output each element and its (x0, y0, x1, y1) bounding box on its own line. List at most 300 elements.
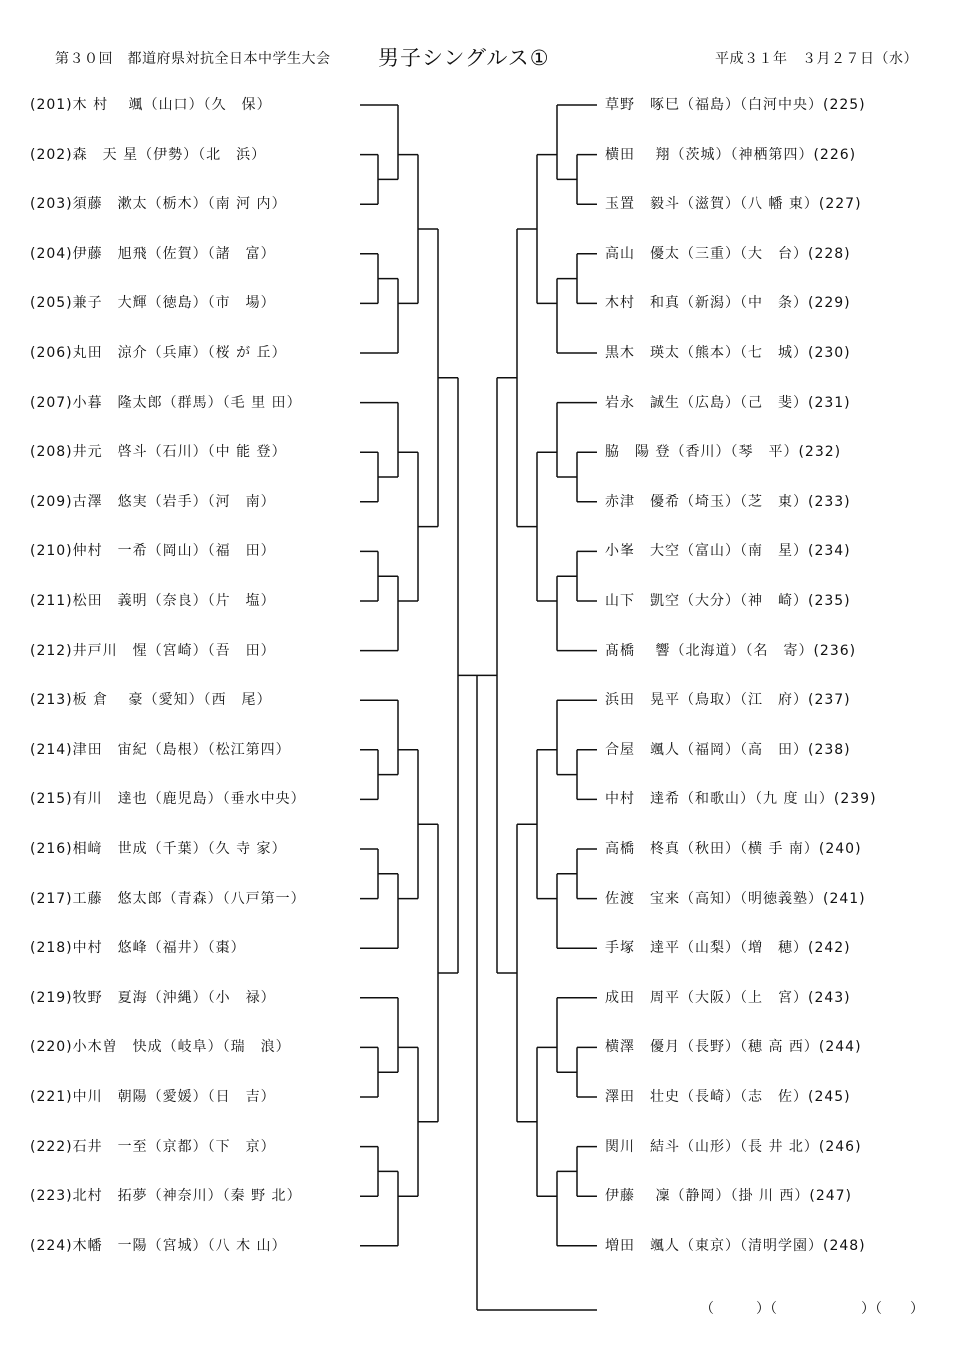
entry-name: 板 倉 豪 (72, 692, 144, 709)
bracket-separator: （ (138, 146, 154, 163)
entry-team: 八 幡 東 (748, 196, 804, 213)
entry-name: 須藤 漱太 (72, 196, 148, 213)
bracket-separator: ）（ (725, 890, 748, 907)
bracket-separator: ）（ (192, 345, 216, 361)
bracket-separator: ） (271, 196, 287, 213)
page-title: 男子シングルス① (378, 46, 550, 70)
bracket-separator: （ (680, 841, 695, 857)
entry-name: 木 村 颯 (72, 97, 144, 113)
entry-no: (232) (798, 444, 842, 461)
bracket-separator: ） (793, 493, 808, 510)
entry-no: (204) (30, 245, 73, 262)
entry-no: (229) (808, 295, 851, 312)
entry-team: 八戸第一 (230, 890, 291, 907)
entry-name: 中村 達希 (605, 791, 680, 808)
bracket-separator: （ (680, 245, 695, 262)
entry-no: (213) (30, 692, 73, 709)
entry-no: (221) (30, 1089, 73, 1105)
entry-team: 上 宮 (748, 989, 793, 1006)
entry-name: 相﨑 世成 (72, 841, 148, 857)
bracket-separator: ）（ (192, 543, 216, 560)
entry-pref: 北海道 (685, 642, 731, 659)
event-date: 平成３１年 ３月２７日（水） (715, 51, 918, 67)
bracket-separator: ） (286, 394, 302, 411)
bracket-separator: ） (256, 97, 272, 113)
bracket-separator: ）（ (192, 295, 216, 312)
bracket-separator: ）（ (725, 493, 748, 510)
entry-no: (247) (809, 1188, 853, 1205)
entry-name: 関川 結斗 (605, 1138, 680, 1155)
bracket-separator: ）（ (730, 642, 754, 659)
entry-name: 津田 宙紀 (72, 741, 148, 758)
bracket-separator: ）（ (192, 989, 216, 1006)
bracket-separator: ）（ (725, 97, 748, 113)
entry-no: (242) (808, 940, 851, 957)
entry-no: (228) (808, 245, 851, 262)
bracket-separator: ） (260, 245, 276, 262)
left-entry-row (30, 937, 360, 959)
entry-team: 江 府 (748, 692, 793, 709)
bracket-separator: （ (670, 444, 686, 461)
entry-pref: 山形 (695, 1138, 725, 1155)
entry-pref: 鳥取 (695, 692, 725, 709)
entry-team: 七 城 (748, 345, 793, 361)
entry-no: (230) (808, 345, 851, 361)
bracket-separator: ） (260, 642, 276, 659)
entry-name: 横澤 優月 (605, 1039, 680, 1056)
bracket-separator: ）（ (725, 245, 748, 262)
entry-pref: 山口 (158, 97, 189, 113)
bracket-separator: ）（ (725, 593, 748, 609)
bracket-separator: ）（ (192, 593, 216, 609)
entry-pref: 静岡 (685, 1188, 716, 1205)
entry-team: 横 手 南 (748, 841, 804, 857)
left-entry-row (30, 739, 360, 761)
entry-pref: 長崎 (695, 1089, 725, 1105)
bracket-separator: （ (670, 642, 686, 659)
entry-pref: 長野 (695, 1039, 725, 1056)
bracket-separator: （ (680, 1089, 695, 1105)
bracket-separator: ） (793, 593, 808, 609)
entry-team: 河 南 (215, 493, 261, 510)
right-entry-row (605, 1235, 930, 1257)
entry-team: 増 穂 (748, 940, 793, 957)
left-entry-row (30, 193, 360, 215)
bracket-separator: ）（ (183, 146, 207, 163)
entry-team: 福 田 (215, 543, 261, 560)
bracket-separator: （ (147, 1089, 163, 1105)
entry-name: 牧野 夏海 (72, 989, 148, 1006)
entry-pref: 福井 (162, 940, 193, 957)
entry-no: (216) (30, 841, 73, 857)
bracket-separator: （ (147, 593, 163, 609)
bracket-separator: ） (793, 295, 808, 312)
bracket-separator: （ (147, 345, 163, 361)
entry-name: 横田 翔 (605, 146, 671, 163)
final-placeholder: （ ）（ ）（ ） (700, 1301, 924, 1317)
bracket-separator: ） (793, 989, 808, 1006)
bracket-separator: （ (162, 1039, 178, 1056)
entry-no: (248) (823, 1237, 866, 1254)
entry-team: 長 井 北 (748, 1138, 804, 1155)
bracket-separator: （ (680, 97, 695, 113)
right-entry-row (605, 193, 930, 215)
entry-no: (225) (823, 97, 866, 113)
entry-pref: 岡山 (162, 543, 193, 560)
bracket-separator: ） (290, 791, 306, 808)
bracket-separator: ） (793, 940, 808, 957)
right-entry-row (605, 788, 930, 810)
bracket-separator: ） (798, 642, 814, 659)
entry-pref: 広島 (695, 394, 725, 411)
bracket-separator: ） (271, 1237, 287, 1254)
bracket-separator: （ (162, 890, 178, 907)
bracket-separator: ）（ (715, 1188, 739, 1205)
bracket-separator: ）（ (725, 1039, 748, 1056)
entry-no: (244) (818, 1039, 862, 1056)
bracket-separator: ）（ (192, 196, 216, 213)
bracket-separator: ）（ (192, 444, 216, 461)
bracket-separator: ）（ (192, 741, 216, 758)
entry-pref: 佐賀 (162, 245, 193, 262)
bracket-separator: ） (275, 741, 291, 758)
entry-team: 穂 高 西 (748, 1039, 804, 1056)
bracket-separator: （ (680, 543, 695, 560)
left-entry-row (30, 540, 360, 562)
left-entry-row (30, 94, 360, 116)
bracket-separator: ） (794, 1188, 810, 1205)
bracket-separator: ） (230, 940, 246, 957)
entry-name: 髙橋 響 (605, 642, 671, 659)
bracket-separator: （ (680, 394, 695, 411)
bracket-separator: （ (680, 940, 695, 957)
entry-name: 中川 朝陽 (72, 1089, 148, 1105)
right-entry-row (605, 1086, 930, 1108)
bracket-separator: （ (680, 593, 695, 609)
entry-no: (214) (30, 741, 73, 758)
entry-no: (202) (30, 146, 73, 163)
entry-no: (211) (30, 593, 73, 609)
left-entry-row (30, 1136, 360, 1158)
bracket-separator: （ (147, 1237, 163, 1254)
entry-no: (207) (30, 394, 73, 411)
left-entry-row (30, 491, 360, 513)
entry-pref: 山梨 (695, 940, 725, 957)
bracket-separator: （ (147, 295, 163, 312)
bracket-separator: （ (147, 444, 163, 461)
entry-team: 神栖第四 (738, 146, 799, 163)
bracket-separator: （ (680, 692, 695, 709)
entry-pref: 群馬 (177, 394, 208, 411)
bracket-separator: ）（ (725, 196, 748, 213)
left-entry-row (30, 1185, 360, 1207)
left-entry-row (30, 689, 360, 711)
bracket-separator: （ (147, 642, 163, 659)
right-entry-row (605, 937, 930, 959)
entry-team: 市 場 (215, 295, 261, 312)
entry-name: 丸田 涼介 (72, 345, 148, 361)
entry-no: (236) (813, 642, 857, 659)
entry-team: 琴 平 (738, 444, 784, 461)
bracket-separator: （ (147, 841, 163, 857)
bracket-separator: （ (680, 493, 695, 510)
bracket-separator: ）（ (740, 791, 763, 808)
entry-name: 小木曽 快成 (72, 1039, 163, 1056)
entry-pref: 富山 (695, 543, 725, 560)
right-entry-row (605, 292, 930, 314)
entry-no: (208) (30, 444, 73, 461)
entry-name: 成田 周平 (605, 989, 680, 1006)
entry-team: 小 禄 (215, 989, 261, 1006)
entry-no: (210) (30, 543, 73, 560)
entry-pref: 東京 (695, 1237, 725, 1254)
right-entry-row (605, 342, 930, 364)
right-entry-row (605, 144, 930, 166)
entry-name: 玉置 毅斗 (605, 196, 680, 213)
entry-team: 中 条 (748, 295, 793, 312)
entry-name: 北村 拓夢 (72, 1188, 148, 1205)
entry-no: (209) (30, 493, 73, 510)
bracket-separator: ） (290, 890, 306, 907)
entry-pref: 茨城 (685, 146, 716, 163)
left-entry-row (30, 1235, 360, 1257)
bracket-separator: ）（ (192, 1237, 216, 1254)
entry-no: (219) (30, 989, 73, 1006)
bracket-separator: （ (143, 692, 159, 709)
entry-team: 日 吉 (215, 1089, 261, 1105)
bracket-separator: ） (783, 444, 799, 461)
entry-name: 伊藤 凜 (605, 1188, 671, 1205)
bracket-separator: ）（ (725, 692, 748, 709)
bracket-separator: （ (680, 1138, 695, 1155)
entry-name: 黒木 瑛太 (605, 345, 680, 361)
entry-no: (217) (30, 890, 73, 907)
left-entry-row (30, 1086, 360, 1108)
entry-no: (227) (818, 196, 862, 213)
left-entry-row (30, 838, 360, 860)
bracket-separator: ）（ (207, 890, 231, 907)
entry-pref: 奈良 (162, 593, 193, 609)
entry-pref: 宮崎 (162, 642, 193, 659)
entry-team: 高 田 (748, 741, 793, 758)
entry-pref: 滋賀 (695, 196, 725, 213)
bracket-separator: ） (793, 394, 808, 411)
bracket-separator: ） (271, 444, 287, 461)
bracket-separator: ）（ (192, 841, 216, 857)
bracket-separator: ） (808, 97, 823, 113)
entry-pref: 福岡 (695, 741, 725, 758)
left-entry-row (30, 441, 360, 463)
bracket-separator: （ (147, 543, 163, 560)
entry-name: 小暮 隆太郎 (72, 394, 163, 411)
bracket-separator: （ (680, 1039, 695, 1056)
entry-team: 下 京 (215, 1138, 261, 1155)
bracket-separator: （ (670, 146, 686, 163)
right-entry-row (605, 640, 930, 662)
bracket-separator: ）（ (207, 1188, 231, 1205)
right-entry-row (605, 243, 930, 265)
entry-team: 掛 川 西 (738, 1188, 795, 1205)
entry-name: 中村 悠峰 (72, 940, 148, 957)
entry-pref: 埼玉 (695, 493, 725, 510)
entry-pref: 青森 (177, 890, 208, 907)
entry-pref: 岐阜 (177, 1039, 208, 1056)
entry-no: (237) (808, 692, 851, 709)
bracket-separator: ）（ (715, 146, 739, 163)
entry-no: (205) (30, 295, 73, 312)
bracket-separator: ） (260, 493, 276, 510)
entry-team: 八 木 山 (215, 1237, 272, 1254)
bracket-separator: （ (680, 1237, 695, 1254)
bracket-separator: （ (147, 940, 163, 957)
entry-no: (224) (30, 1237, 73, 1254)
entry-team: 垂水中央 (230, 791, 291, 808)
entry-name: 手塚 達平 (605, 940, 680, 957)
bracket-separator: ） (808, 890, 823, 907)
bracket-separator: ）（ (192, 642, 216, 659)
bracket-separator: ） (275, 1039, 291, 1056)
right-entry-row (605, 1185, 930, 1207)
entry-name: 古澤 悠実 (72, 493, 148, 510)
left-entry-row (30, 342, 360, 364)
entry-no: (226) (813, 146, 857, 163)
entry-team: 明徳義塾 (748, 890, 808, 907)
left-entry-row (30, 788, 360, 810)
entry-no: (220) (30, 1039, 73, 1056)
entry-team: 己 斐 (748, 394, 793, 411)
entry-name: 岩永 誠生 (605, 394, 680, 411)
entry-team: 毛 里 田 (230, 394, 287, 411)
entry-pref: 徳島 (162, 295, 193, 312)
bracket-separator: （ (162, 394, 178, 411)
bracket-separator: ） (260, 295, 276, 312)
entry-no: (233) (808, 493, 851, 510)
bracket-separator: （ (147, 741, 163, 758)
bracket-separator: ） (793, 692, 808, 709)
bracket-separator: （ (680, 345, 695, 361)
entry-team: 九 度 山 (763, 791, 819, 808)
entry-name: 合屋 颯人 (605, 741, 680, 758)
bracket-separator: ） (793, 245, 808, 262)
entry-name: 高山 優太 (605, 245, 680, 262)
bracket-separator: ）（ (192, 493, 216, 510)
bracket-separator: ）（ (715, 444, 739, 461)
entry-pref: 栃木 (162, 196, 193, 213)
bracket-separator: ）（ (725, 841, 748, 857)
bracket-separator: ） (793, 345, 808, 361)
entry-team: 北 浜 (206, 146, 252, 163)
entry-no: (231) (808, 394, 851, 411)
entry-pref: 大分 (695, 593, 725, 609)
entry-team: 芝 東 (748, 493, 793, 510)
bracket-separator: （ (147, 245, 163, 262)
entry-no: (222) (30, 1138, 73, 1155)
bracket-separator: （ (147, 791, 163, 808)
left-entry-row (30, 292, 360, 314)
bracket-separator: （ (147, 493, 163, 510)
bracket-separator: （ (680, 791, 695, 808)
entry-pref: 伊勢 (153, 146, 184, 163)
left-entry-row (30, 987, 360, 1009)
entry-team: 吾 田 (215, 642, 261, 659)
entry-team: 松江第四 (215, 741, 276, 758)
bracket-separator: ）（ (192, 245, 216, 262)
entry-team: 秦 野 北 (230, 1188, 287, 1205)
bracket-separator: ） (803, 1138, 819, 1155)
entry-name: 仲村 一希 (72, 543, 148, 560)
bracket-separator: （ (680, 989, 695, 1006)
bracket-separator: （ (680, 890, 695, 907)
entry-pref: 神奈川 (162, 1188, 208, 1205)
entry-name: 木村 和真 (605, 295, 680, 312)
entry-team: 白河中央 (748, 97, 808, 113)
bracket-separator: ）（ (188, 97, 212, 113)
right-entry-row (605, 392, 930, 414)
bracket-separator: （ (680, 741, 695, 758)
right-entry-row (605, 838, 930, 860)
entry-no: (223) (30, 1188, 73, 1205)
left-entry-row (30, 144, 360, 166)
entry-no: (246) (818, 1138, 862, 1155)
bracket-separator: （ (143, 97, 159, 113)
entry-pref: 熊本 (695, 345, 725, 361)
bracket-separator: ）（ (192, 1138, 216, 1155)
left-entry-row (30, 392, 360, 414)
entry-no: (241) (823, 890, 866, 907)
entry-name: 工藤 悠太郎 (72, 890, 163, 907)
entry-pref: 宮城 (162, 1237, 193, 1254)
entry-name: 井元 啓斗 (72, 444, 148, 461)
entry-pref: 三重 (695, 245, 725, 262)
left-entry-row (30, 640, 360, 662)
left-entry-row (30, 590, 360, 612)
entry-pref: 沖縄 (162, 989, 193, 1006)
bracket-separator: （ (670, 1188, 686, 1205)
bracket-separator: ） (798, 146, 814, 163)
bracket-separator: ） (793, 1089, 808, 1105)
bracket-separator: （ (680, 196, 695, 213)
entry-name: 脇 陽 登 (605, 444, 671, 461)
left-entry-row (30, 1036, 360, 1058)
entry-pref: 新潟 (695, 295, 725, 312)
entry-team: 清明学園 (748, 1237, 808, 1254)
entry-pref: 福島 (695, 97, 725, 113)
bracket-separator: ）（ (207, 1039, 231, 1056)
entry-name: 木幡 一陽 (72, 1237, 148, 1254)
bracket-separator: ）（ (725, 295, 748, 312)
entry-no: (239) (833, 791, 877, 808)
bracket-separator: ） (271, 345, 287, 361)
entry-team: 大 台 (748, 245, 793, 262)
entry-pref: 和歌山 (695, 791, 740, 808)
entry-pref: 秋田 (695, 841, 725, 857)
bracket-separator: ） (818, 791, 834, 808)
right-entry-row (605, 590, 930, 612)
bracket-separator: （ (147, 989, 163, 1006)
entry-pref: 愛媛 (162, 1089, 193, 1105)
bracket-separator: ） (803, 196, 819, 213)
entry-pref: 香川 (685, 444, 716, 461)
entry-team: 名 寄 (753, 642, 799, 659)
entry-no: (243) (808, 989, 851, 1006)
entry-no: (218) (30, 940, 73, 957)
entry-pref: 鹿児島 (162, 791, 208, 808)
entry-pref: 石川 (162, 444, 193, 461)
bracket-separator: ） (286, 1188, 302, 1205)
entry-name: 高橋 柊真 (605, 841, 680, 857)
entry-team: 志 佐 (748, 1089, 793, 1105)
right-entry-row (605, 1036, 930, 1058)
